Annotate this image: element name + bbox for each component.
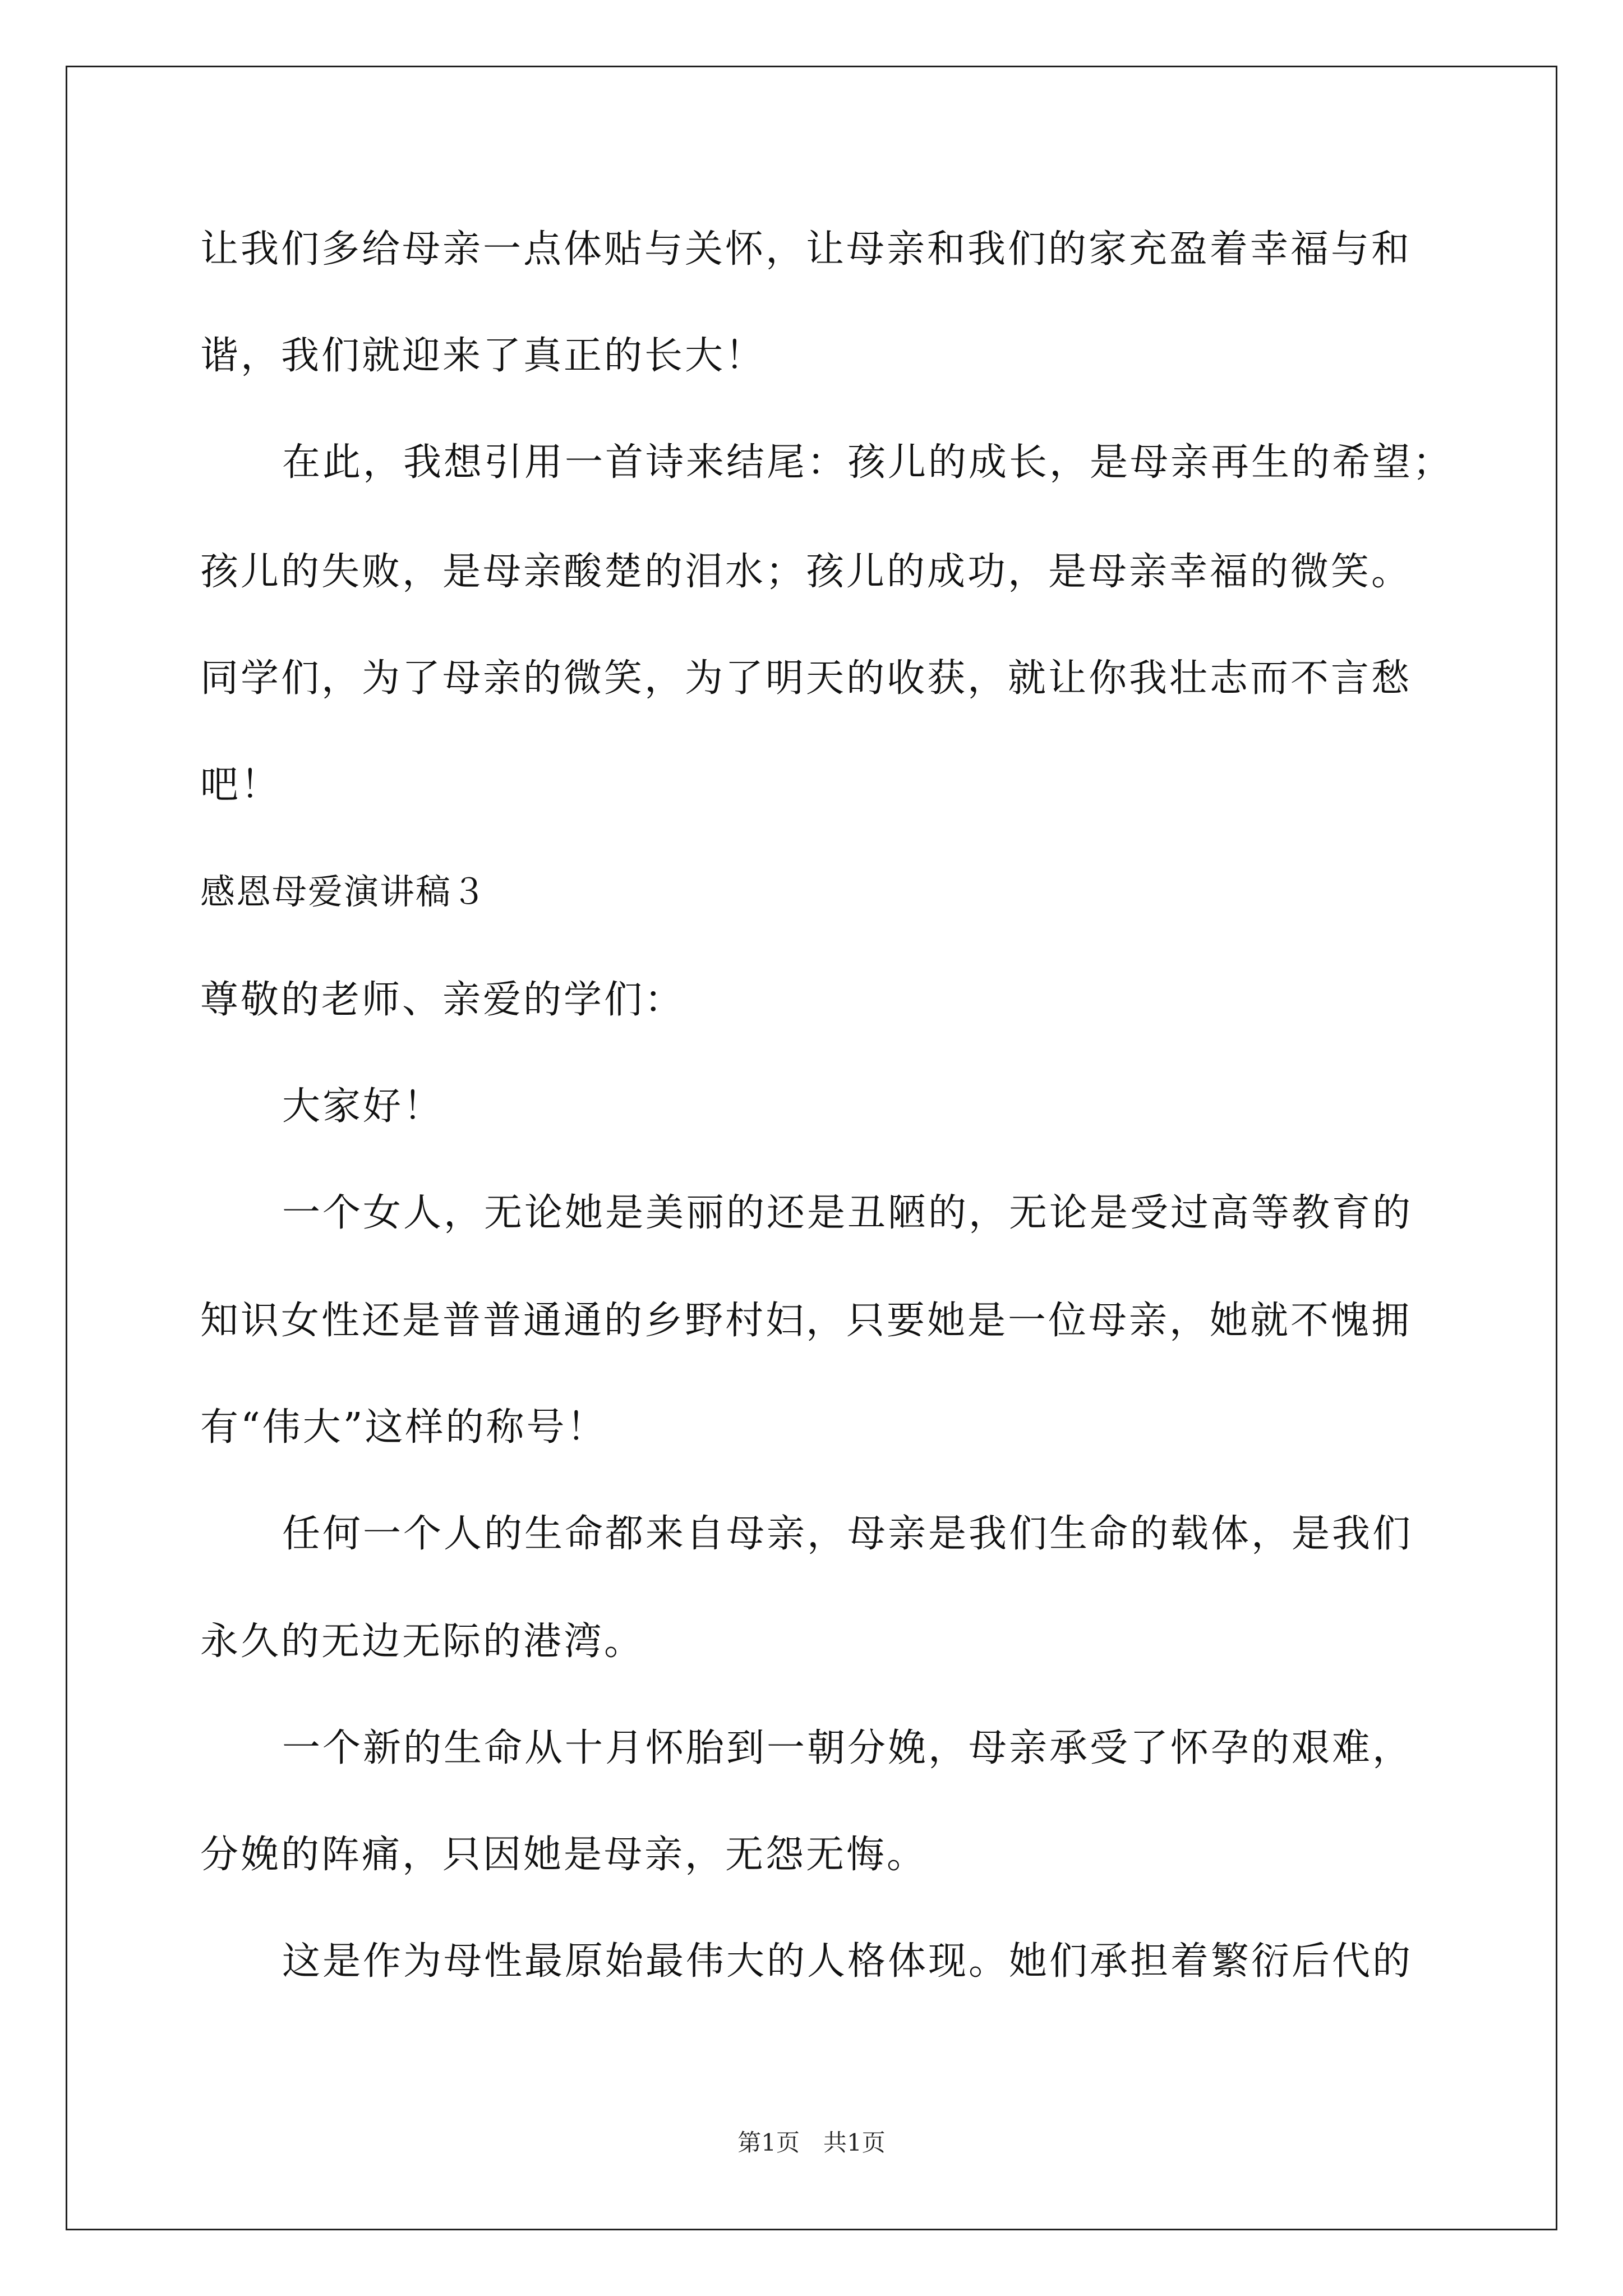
page-border — [66, 66, 1557, 2230]
paragraph-line: 一个新的生命从十月怀胎到一朝分娩，母亲承受了怀孕的艰难， — [282, 1726, 1413, 1770]
paragraph-line: 同学们，为了母亲的微笑，为了明天的收获，就让你我壮志而不言愁 — [200, 656, 1412, 701]
paragraph-line: 让我们多给母亲一点体贴与关怀，让母亲和我们的家充盈着幸福与和 — [200, 227, 1412, 272]
paragraph-line: 分娩的阵痛，只因她是母亲，无怨无悔。 — [200, 1833, 928, 1877]
paragraph-line: 吧！ — [200, 763, 282, 807]
section-heading: 感恩母爱演讲稿３ — [200, 871, 488, 912]
paragraph-line: 这是作为母性最原始最伟大的人格体现。她们承担着繁衍后代的 — [282, 1939, 1413, 1984]
paragraph-line: 有“伟大”这样的称号！ — [200, 1405, 607, 1450]
paragraph-line: 永久的无边无际的港湾。 — [200, 1619, 645, 1664]
paragraph-line: 在此，我想引用一首诗来结尾：孩儿的成长，是母亲再生的希望； — [282, 440, 1454, 485]
paragraph-line: 孩儿的失败，是母亲酸楚的泪水；孩儿的成功，是母亲幸福的微笑。 — [200, 550, 1412, 594]
paragraph-line: 任何一个人的生命都来自母亲，母亲是我们生命的载体，是我们 — [282, 1512, 1413, 1556]
paragraph-line: 一个女人，无论她是美丽的还是丑陋的，无论是受过高等教育的 — [282, 1191, 1413, 1235]
paragraph-line: 知识女性还是普普通通的乡野村妇，只要她是一位母亲，她就不愧拥 — [200, 1299, 1412, 1343]
greeting: 大家好！ — [282, 1084, 444, 1129]
paragraph-line: 谐，我们就迎来了真正的长大！ — [200, 334, 766, 378]
page-number-footer: 第1页 共1页 — [737, 2129, 886, 2156]
salutation: 尊敬的老师、亲爱的学们： — [200, 978, 685, 1022]
